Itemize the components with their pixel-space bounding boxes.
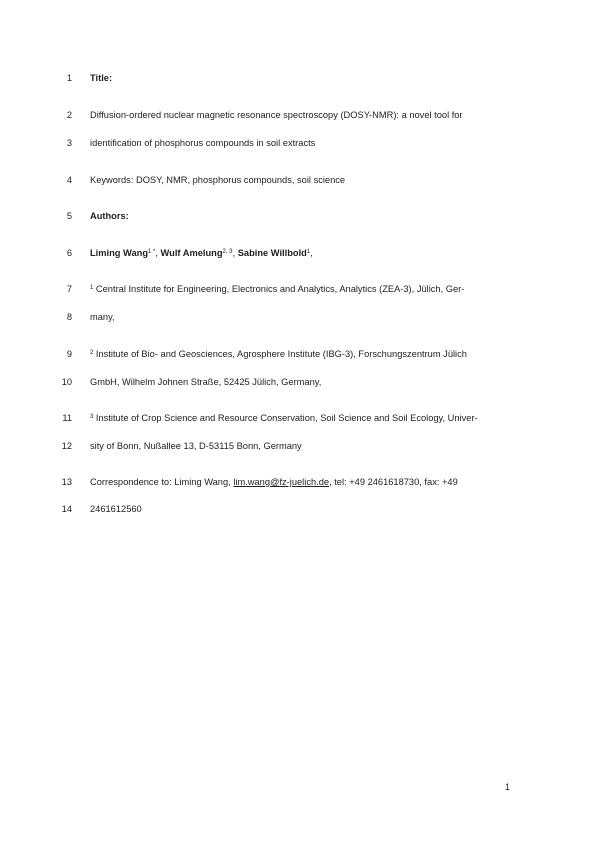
author-name: Wulf Amelung — [160, 248, 223, 258]
line-12 — [0, 439, 595, 453]
line-number: 9 — [66, 349, 72, 359]
line-8 — [0, 310, 595, 324]
paper-title-line-1: Diffusion-ordered nuclear magnetic resonance spectroscopy (DOSY-NMR): a novel tool for — [90, 110, 463, 120]
authors-label: Authors: — [90, 211, 129, 221]
affiliation-3 — [90, 411, 478, 425]
affiliation-text: Institute of Crop Science and Resource Conservation, Soil Science and Soil Ecology, Univer- — [93, 413, 478, 423]
author-list — [90, 246, 313, 260]
affiliation-sup: 1 — [90, 285, 94, 291]
line-13 — [0, 475, 595, 489]
correspondence-prefix: Correspondence to: Liming Wang, — [90, 477, 234, 487]
line-number: 8 — [66, 312, 72, 322]
line-4 — [0, 173, 595, 187]
correspondence — [90, 475, 458, 489]
line-number: 5 — [66, 211, 72, 221]
affiliation-sup: 3 — [90, 414, 94, 420]
affiliation-sup: 2 — [90, 350, 94, 356]
line-14 — [0, 502, 595, 516]
email-link[interactable]: lim.wang@fz-juelich.de — [233, 477, 330, 487]
line-number: 6 — [66, 248, 72, 258]
line-number: 2 — [66, 110, 72, 120]
line-number: 4 — [66, 175, 72, 185]
line-3 — [0, 136, 595, 150]
line-number: 10 — [61, 377, 72, 387]
line-7 — [0, 282, 595, 296]
affiliation-text: Institute of Bio- and Geosciences, Agrosphere Institute (IBG-3), Forschungszentrum Jülich — [93, 349, 467, 359]
line-number: 13 — [61, 477, 72, 487]
author-name: Liming Wang — [90, 248, 149, 258]
correspondence-suffix: , tel: +49 2461618730, fax: +49 — [329, 477, 458, 487]
title-label: Title: — [90, 73, 113, 83]
line-10 — [0, 375, 595, 389]
author-affiliation-sup: 2, 3 — [222, 249, 233, 255]
page-number: 1 — [504, 782, 510, 792]
keywords: Keywords: DOSY, NMR, phosphorus compounds, soil science — [90, 175, 346, 185]
line-number: 7 — [66, 284, 72, 294]
line-number: 1 — [66, 73, 72, 83]
line-5 — [0, 209, 595, 223]
line-number: 3 — [66, 138, 72, 148]
affiliation-1 — [90, 282, 464, 296]
affiliation-text: Central Institute for Engineering, Electronics and Analytics, Analytics (ZEA-3), Jülich, Ger- — [93, 284, 465, 294]
author-separator: , — [155, 248, 161, 258]
line-2 — [0, 108, 595, 122]
line-6 — [0, 246, 595, 260]
line-number: 11 — [62, 413, 72, 423]
line-1 — [0, 71, 595, 85]
affiliation-1-cont: many, — [90, 312, 115, 322]
line-number: 14 — [61, 504, 72, 514]
author-affiliation-sup: 1 * — [148, 249, 156, 255]
author-name: Sabine Willbold — [237, 248, 307, 258]
line-9 — [0, 347, 595, 361]
author-separator: , — [232, 248, 238, 258]
affiliation-2-cont: GmbH, Wilhelm Johnen Straße, 52425 Jülich, Germany, — [90, 377, 322, 387]
correspondence-cont: 2461612560 — [90, 504, 142, 514]
line-11 — [0, 411, 595, 425]
affiliation-3-cont: sity of Bonn, Nußallee 13, D-53115 Bonn, Germany — [90, 441, 302, 451]
paper-title-line-2: identification of phosphorus compounds in soil extracts — [90, 138, 316, 148]
author-list-end: , — [310, 248, 313, 258]
affiliation-2 — [90, 347, 467, 361]
author-affiliation-sup: 1 — [306, 249, 311, 255]
line-number: 12 — [61, 441, 72, 451]
